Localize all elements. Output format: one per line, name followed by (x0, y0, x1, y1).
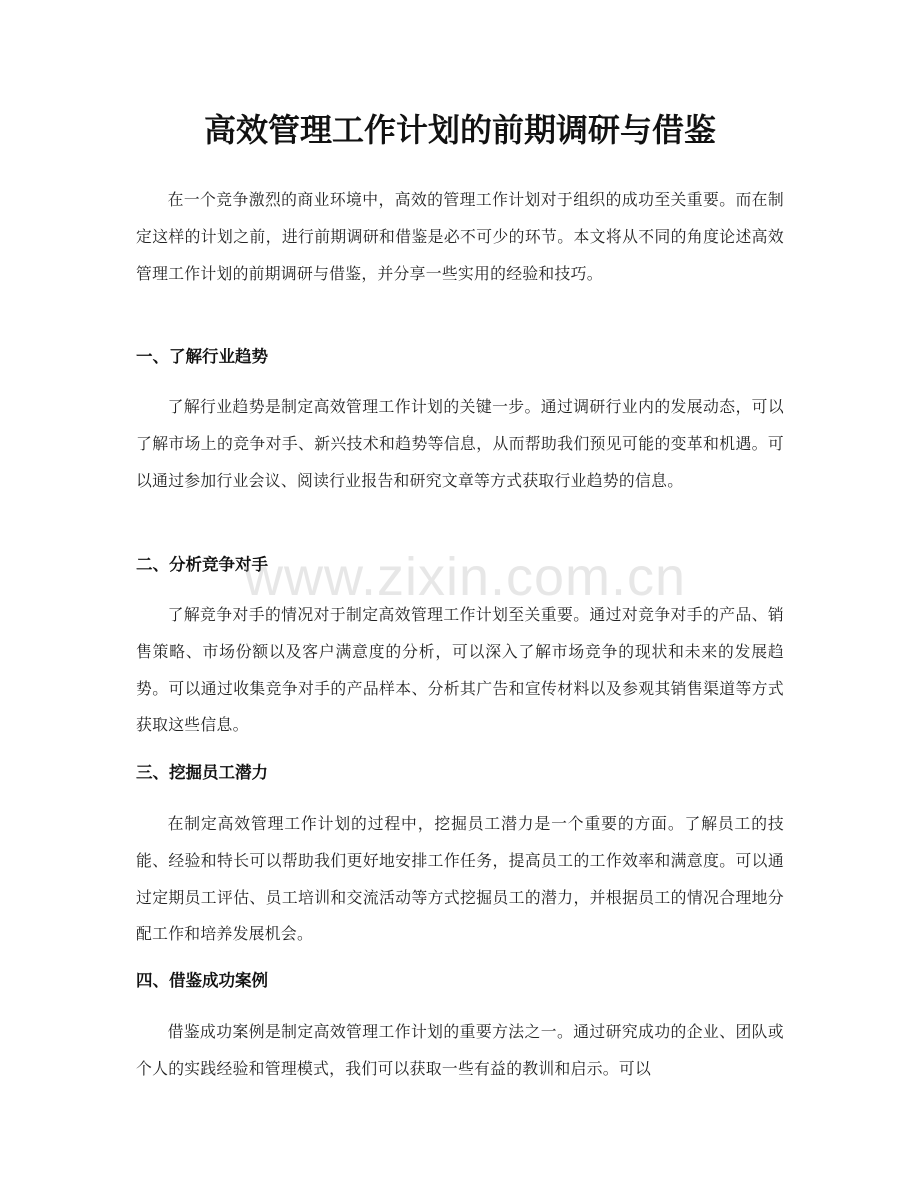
section-heading-1: 一、了解行业趋势 (136, 347, 268, 366)
document-title: 高效管理工作计划的前期调研与借鉴 (203, 111, 716, 149)
intro-paragraph: 在一个竞争激烈的商业环境中，高效的管理工作计划对于组织的成功至关重要。而在制定这样的计划之前，进行前期调研和借鉴是必不可少的环节。本文将从不同的角度论述高效管理工作计划的前期调研与借鉴，并分享一些实用的经验和技巧。 (136, 190, 784, 283)
section-body-1: 了解行业趋势是制定高效管理工作计划的关键一步。通过调研行业内的发展动态，可以了解市场上的竞争对手、新兴技术和趋势等信息，从而帮助我们预见可能的变革和机遇。可以通过参加行业会议、阅读行业报告和研究文章等方式获取行业趋势的信息。 (136, 397, 784, 490)
section-body-4: 借鉴成功案例是制定高效管理工作计划的重要方法之一。通过研究成功的企业、团队或个人的实践经验和管理模式，我们可以获取一些有益的教训和启示。可以 (136, 1022, 784, 1078)
section-heading-2: 二、分析竞争对手 (136, 555, 268, 574)
section-body-2: 了解竞争对手的情况对于制定高效管理工作计划至关重要。通过对竞争对手的产品、销售策略、市场份额以及客户满意度的分析，可以深入了解市场竞争的现状和未来的发展趋势。可以通过收集竞争对手的产品样本、分析其广告和宣传材料以及参观其销售渠道等方式获取这些信息。 (136, 605, 784, 735)
watermark-text: www.zixin.com.cn (243, 547, 687, 607)
section-body-3: 在制定高效管理工作计划的过程中，挖掘员工潜力是一个重要的方面。了解员工的技能、经验和特长可以帮助我们更好地安排工作任务，提高员工的工作效率和满意度。可以通过定期员工评估、员工培训和交流活动等方式挖掘员工的潜力，并根据员工的情况合理地分配工作和培养发展机会。 (136, 814, 784, 944)
section-heading-3: 三、挖掘员工潜力 (136, 763, 268, 782)
section-heading-4: 四、借鉴成功案例 (136, 971, 268, 990)
